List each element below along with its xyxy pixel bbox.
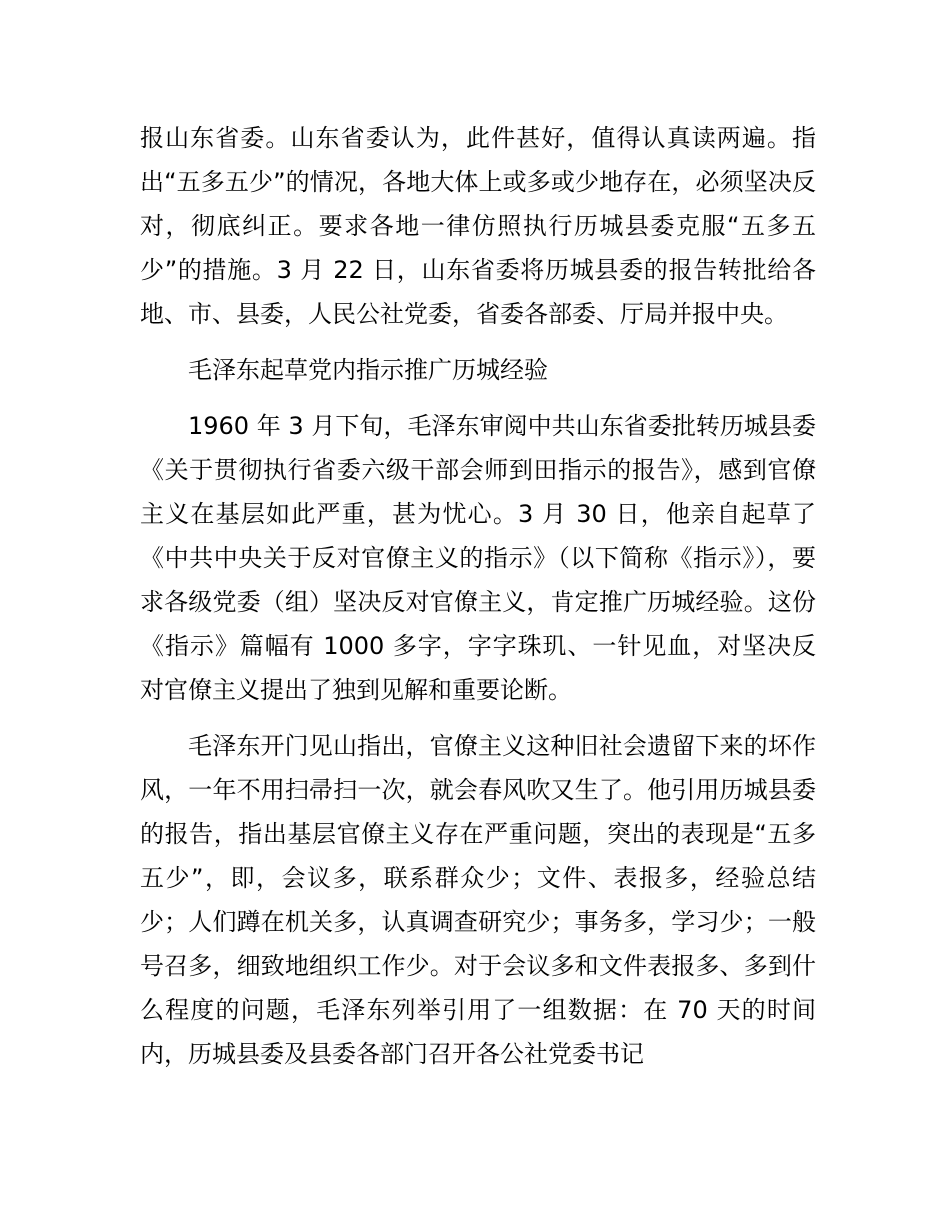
paragraph-continuation: 报山东省委。山东省委认为，此件甚好，值得认真读两遍。指出“五多五少”的情况，各地大体上或多或少地存在，必须坚决反对，彻底纠正。要求各地一律仿照执行历城县委克服“五多五少”的措施。3 月 22 日，山东省委将历城县委的报告转批给各地、市、县委，人民公社党委，省委各部委、厅局并报中央。: [140, 124, 816, 328]
section-heading: 毛泽东起草党内指示推广历城经验: [188, 356, 548, 384]
document-body: [140, 116, 816, 1076]
paragraph-1960-review: 1960 年 3 月下旬，毛泽东审阅中共山东省委批转历城县委《关于贯彻执行省委六级干部会师到田指示的报告》，感到官僚主义在基层如此严重，甚为忧心。3 月 30 日，他亲自起草了《中共中央关于反对官僚主义的指示》（以下简称《指示》），要求各级党委（组）坚决反对官僚主义，肯定推广历城经验。这份《指示》篇幅有 1000 多字，字字珠玑、一针见血，对坚决反对官僚主义提出了独到见解和重要论断。: [140, 412, 816, 704]
paragraph-five-more-five-less: 毛泽东开门见山指出，官僚主义这种旧社会遗留下来的坏作风，一年不用扫帚扫一次，就会春风吹又生了。他引用历城县委的报告，指出基层官僚主义存在严重问题，突出的表现是“五多五少”，即，会议多，联系群众少；文件、表报多，经验总结少；人们蹲在机关多，认真调查研究少；事务多，学习少；一般号召多，细致地组织工作少。对于会议多和文件表报多、多到什么程度的问题，毛泽东列举引用了一组数据：在 70 天的时间内，历城县委及县委各部门召开各公社党委书记: [140, 732, 816, 1068]
